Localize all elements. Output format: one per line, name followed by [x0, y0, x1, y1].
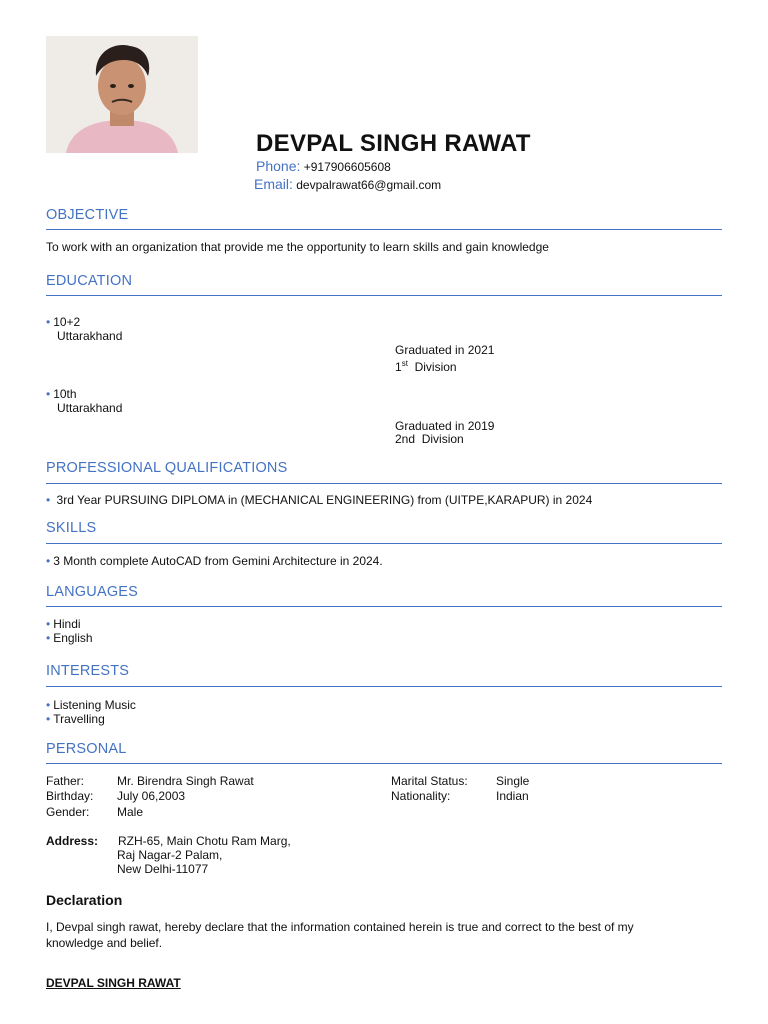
email-label: Email: — [254, 176, 293, 192]
email-value: devpalrawat66@gmail.com — [296, 178, 442, 192]
phone-row — [256, 158, 391, 174]
person-portrait-icon — [46, 36, 198, 153]
personal-divider — [46, 763, 722, 764]
father-value: Mr. Birendra Singh Rawat — [117, 774, 254, 788]
bullet-icon: • — [46, 387, 51, 401]
marital-status-value: Single — [496, 774, 530, 788]
education-entry-division: 1st Division — [395, 359, 457, 374]
education-entry-board: Uttarakhand — [57, 329, 123, 343]
languages-divider — [46, 606, 722, 607]
bullet-icon: • — [46, 698, 51, 712]
objective-heading: OBJECTIVE — [46, 207, 129, 223]
languages-heading: LANGUAGES — [46, 584, 139, 600]
education-entry-level: • 10th — [46, 387, 77, 401]
language-item: • English — [46, 631, 93, 645]
interest-item: • Travelling — [46, 712, 105, 726]
professional-item: • 3rd Year PURSUING DIPLOMA in (MECHANICAL ENGINEERING) from (UITPE,KARAPUR) in 2024 — [46, 493, 593, 507]
education-entry-graduated: Graduated in 2019 — [395, 419, 495, 433]
education-heading: EDUCATION — [46, 273, 133, 289]
phone-label: Phone: — [256, 158, 301, 174]
declaration-text-line: knowledge and belief. — [46, 936, 163, 950]
professional-divider — [46, 483, 722, 484]
education-entry-division: 2nd Division — [395, 432, 464, 446]
objective-divider — [46, 229, 722, 230]
bullet-icon: • — [46, 493, 51, 507]
bullet-icon: • — [46, 712, 51, 726]
bullet-icon: • — [46, 315, 51, 329]
skills-divider — [46, 543, 722, 544]
address-line: Raj Nagar-2 Palam, — [117, 848, 223, 862]
declaration-heading: Declaration — [46, 892, 123, 908]
phone-value: +917906605608 — [303, 160, 391, 174]
interests-heading: INTERESTS — [46, 663, 130, 679]
address-label: Address: — [46, 834, 99, 848]
education-divider — [46, 295, 722, 296]
gender-value: Male — [117, 805, 144, 819]
declaration-text-line: I, Devpal singh rawat, hereby declare that the information contained herein is true and correct to the best of my — [46, 920, 634, 934]
skills-heading: SKILLS — [46, 520, 97, 536]
interest-item: • Listening Music — [46, 698, 136, 712]
language-item: • Hindi — [46, 617, 81, 631]
bullet-icon: • — [46, 554, 51, 568]
email-row — [254, 176, 441, 192]
bullet-icon: • — [46, 617, 51, 631]
interests-divider — [46, 686, 722, 687]
father-label: Father: — [46, 774, 85, 788]
candidate-name: DEVPAL SINGH RAWAT — [256, 130, 531, 157]
nationality-value: Indian — [496, 789, 529, 803]
address-line: New Delhi-11077 — [117, 862, 209, 876]
nationality-label: Nationality: — [391, 789, 451, 803]
professional-heading: PROFESSIONAL QUALIFICATIONS — [46, 460, 288, 476]
bullet-icon: • — [46, 631, 51, 645]
address-line: RZH-65, Main Chotu Ram Marg, — [118, 834, 291, 848]
education-entry-graduated: Graduated in 2021 — [395, 343, 495, 357]
education-entry-level: • 10+2 — [46, 315, 81, 329]
signature-name: DEVPAL SINGH RAWAT — [46, 976, 181, 990]
skills-item: • 3 Month complete AutoCAD from Gemini Architecture in 2024. — [46, 554, 383, 568]
objective-text: To work with an organization that provide me the opportunity to learn skills and gain knowledge — [46, 240, 549, 254]
education-entry-board: Uttarakhand — [57, 401, 123, 415]
personal-heading: PERSONAL — [46, 741, 127, 757]
marital-status-label: Marital Status: — [391, 774, 468, 788]
profile-photo — [46, 36, 198, 153]
gender-label: Gender: — [46, 805, 90, 819]
birthday-label: Birthday: — [46, 789, 94, 803]
birthday-value: July 06,2003 — [117, 789, 186, 803]
